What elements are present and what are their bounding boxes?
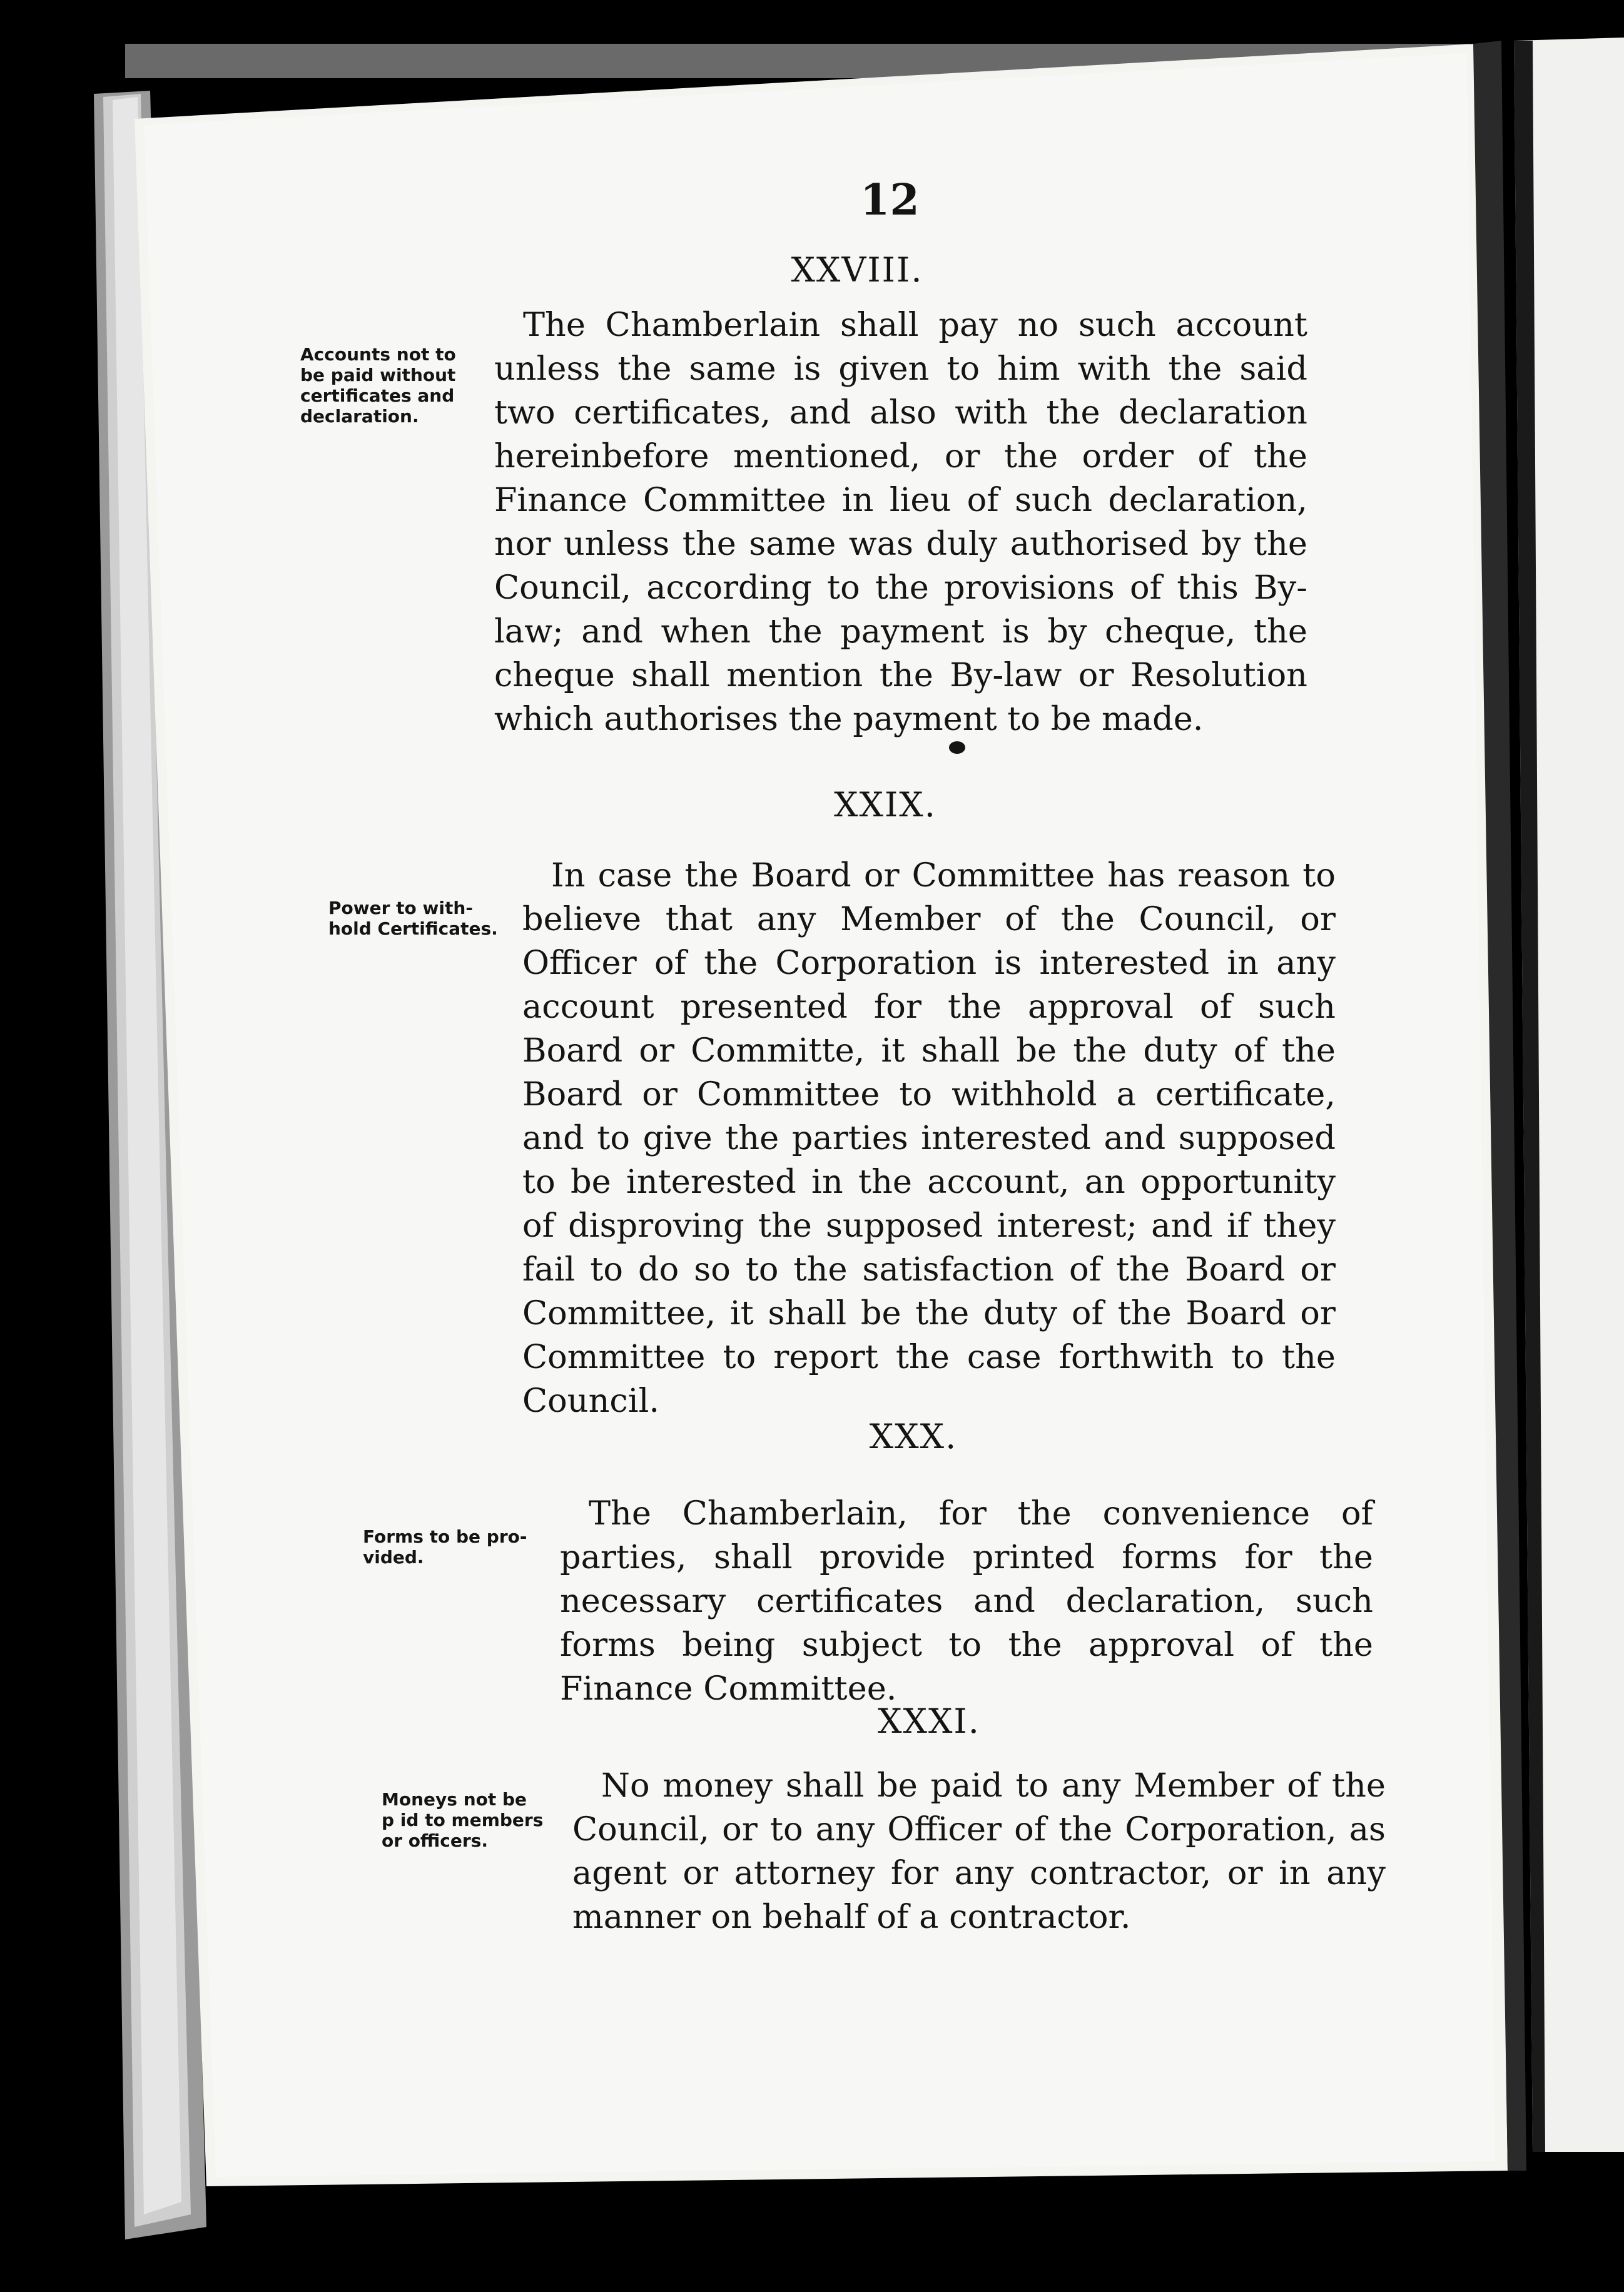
section-heading: XXX. [869,1417,958,1456]
section-body-text: In case the Board or Committee has reason to believe that any Member of the Council, or Officer of the Corporation is interested in any account presented for the approval of such Board or Committe, it shall be the duty of the Board or Committee to withhold a certificate, and to give the parties interested and supposed to be interested in the account, an opportunity of disproving the supposed interest; and if they fail to do so to the satisfaction of the Board or Committee, it shall be the duty of the Board or Committee to report the case forthwith to the Council. [522,856,1336,1420]
section-heading: XXVIII. [791,250,923,290]
margin-note: Accounts not to be paid without certificates and declaration. [300,344,456,427]
margin-note: Forms to be pro- vided. [363,1526,527,1568]
section-heading: XXIX. [834,785,936,824]
book-page [134,119,1505,2183]
margin-note: Power to with- hold Certificates. [328,898,498,939]
page-number: 12 [860,175,920,225]
margin-note: Moneys not be p id to members or officers. [382,1789,544,1851]
section-body-text: No money shall be paid to any Member of the Council, or to any Officer of the Corporation, as agent or attorney for any contractor, or in any manner on behalf of a contractor. [572,1767,1386,1936]
section-body-text: The Chamberlain, for the convenience of parties, shall provide printed forms for the necessary certificates and declaration, such forms being subject to the approval of the Finance Committee. [560,1494,1373,1708]
section-heading: XXXI. [878,1701,980,1741]
section-body-text: The Chamberlain shall pay no such account unless the same is given to him with the said two certificates, and also with the declaration hereinbefore mentioned, or the order of the Finance Committee in lieu of such declaration, nor unless the same was duly authorised by the Council, according to the provisions of this By-law; and when the payment is by cheque, the cheque shall mention the By-law or Resolution which authorises the payment to be made. [494,306,1307,738]
